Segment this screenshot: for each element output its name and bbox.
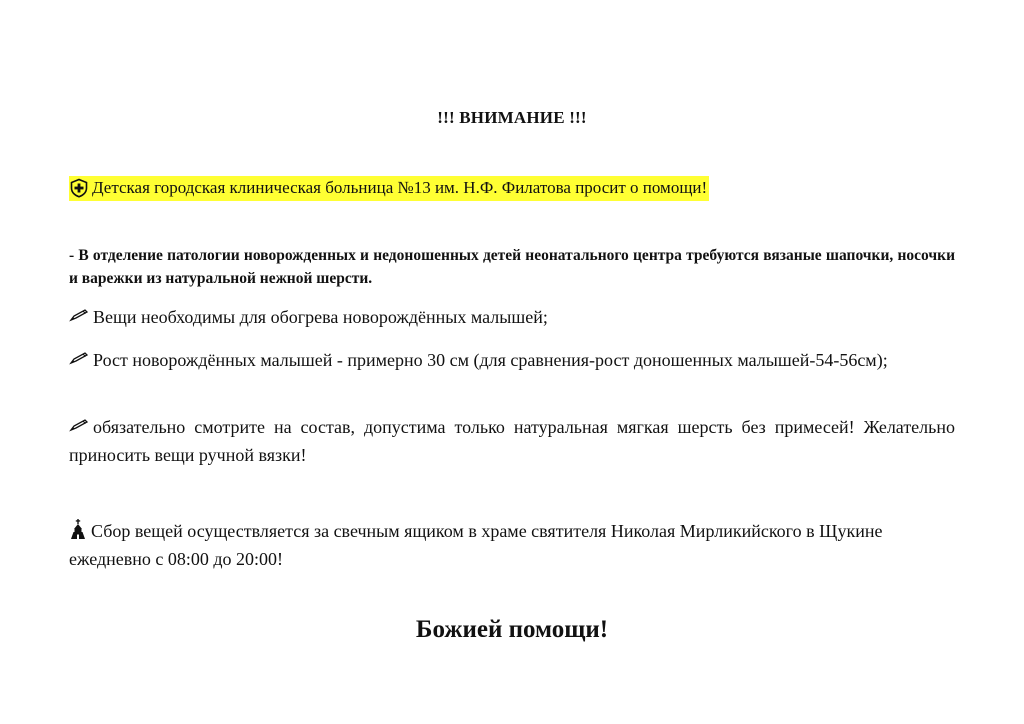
highlighted-notice: [69, 176, 709, 201]
bullet-text: обязательно смотрите на состав, допустима только натуральная мягкая шерсть без примесей! Желательно приносить вещи ручной вязки!: [69, 417, 955, 465]
pen-icon: [69, 308, 91, 322]
hospital-notice-text: Детская городская клиническая больница №13 им. Н.Ф. Филатова просит о помощи!: [92, 178, 708, 197]
church-icon: [69, 519, 87, 539]
pen-icon: [69, 418, 91, 432]
hospital-notice: [69, 176, 709, 204]
bullet-item: [69, 413, 955, 469]
bullet-text: Вещи необходимы для обогрева новорождённых малышей;: [93, 307, 548, 327]
document-title: !!! ВНИМАНИЕ !!!: [437, 108, 587, 127]
collection-info-text: Сбор вещей осуществляется за свечным ящиком в храме святителя Николая Мирликийского в Щукине ежедневно с 08:00 до 20:00!: [69, 521, 883, 569]
shield-cross-icon: [69, 178, 89, 198]
pen-icon: [69, 351, 91, 365]
bullet-item: [69, 303, 955, 331]
collection-info: [69, 517, 955, 573]
intro-paragraph: - В отделение патологии новорожденных и недоношенных детей неонатального центра требуются вязаные шапочки, носочки и варежки из натуральной нежной шерсти.: [69, 247, 955, 287]
blessing-heading: Божией помощи!: [415, 616, 609, 643]
bullet-text: Рост новорождённых малышей - примерно 30 см (для сравнения-рост доношенных малышей-54-56см);: [93, 350, 888, 370]
bullet-item: [69, 346, 955, 374]
